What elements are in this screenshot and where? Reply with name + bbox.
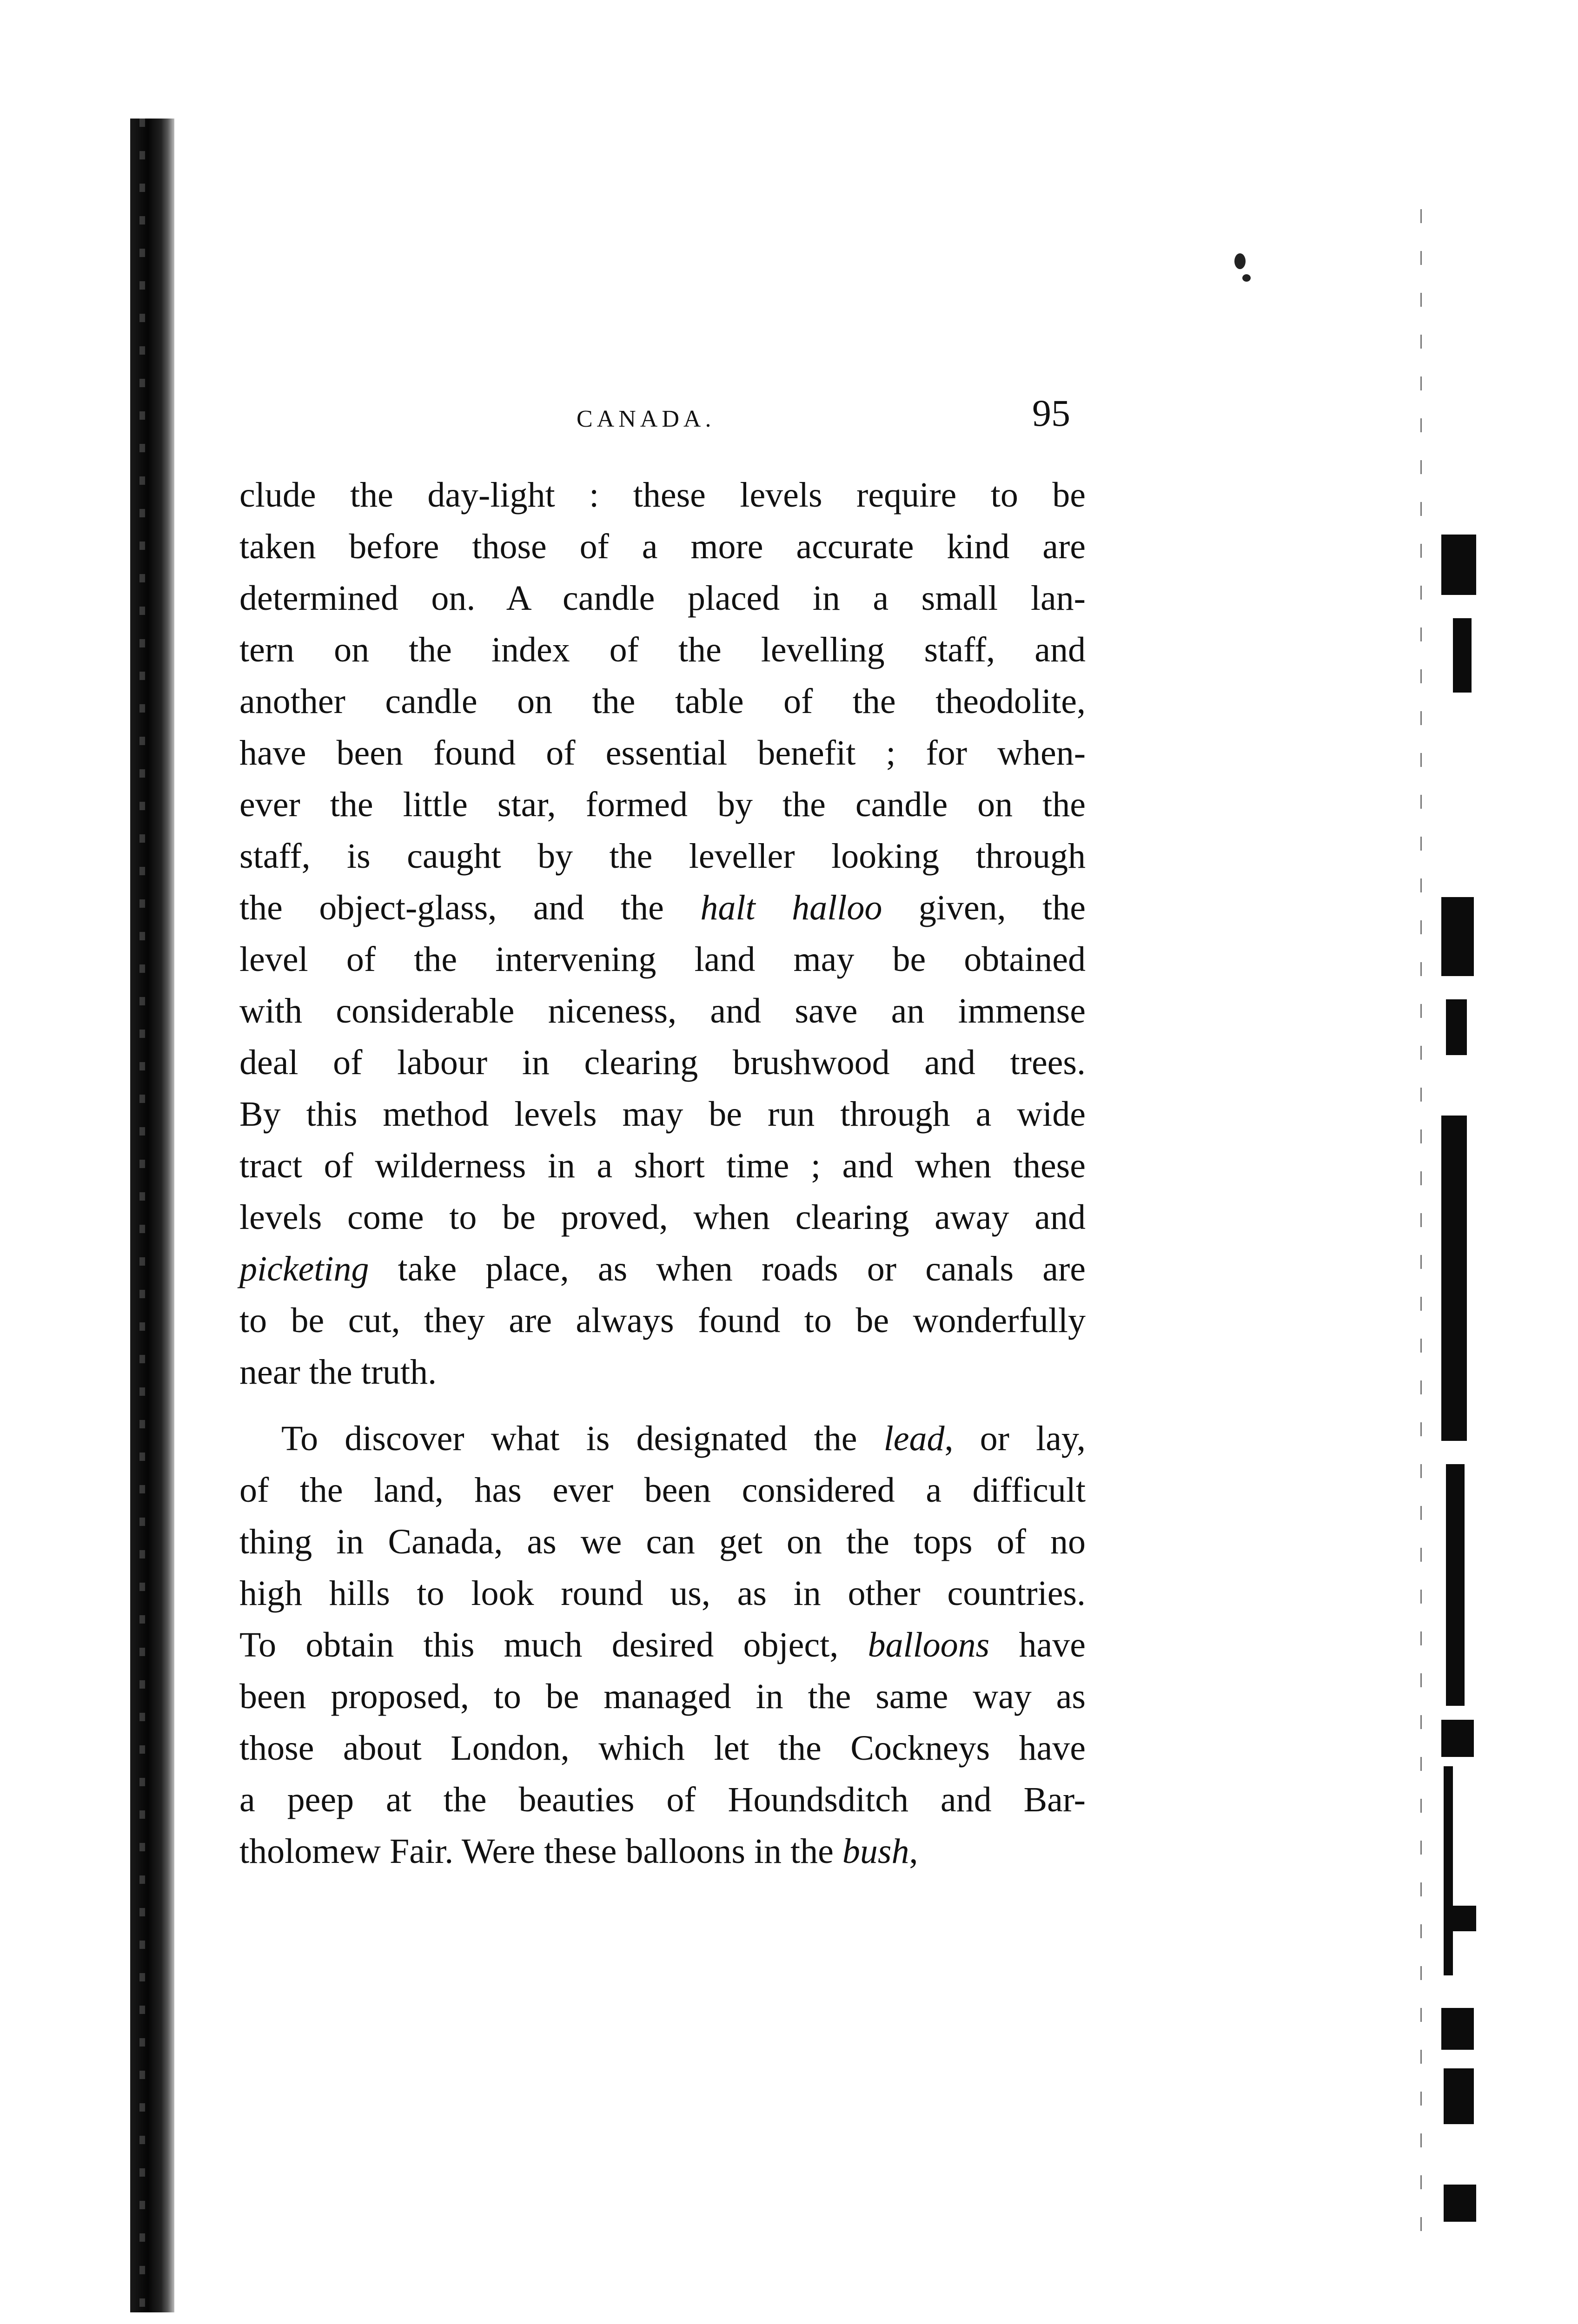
text-run: ,	[909, 1832, 918, 1871]
paragraph	[239, 1413, 1086, 1877]
text-run: To discover what is designated the	[281, 1419, 884, 1458]
italic-phrase: halt halloo	[700, 888, 882, 927]
text-run: To obtain this much desired object,	[239, 1625, 868, 1664]
paragraph-gap	[239, 1398, 1086, 1413]
text-run: clude the day-light : these levels require to be	[239, 475, 1086, 515]
text-line	[239, 1192, 1086, 1243]
ink-speck	[1242, 274, 1251, 282]
italic-phrase: balloons	[868, 1625, 990, 1664]
text-line	[239, 882, 1086, 934]
text-line	[239, 469, 1086, 521]
text-run: levels come to be proved, when clearing away and	[239, 1198, 1086, 1237]
text-line	[239, 1140, 1086, 1192]
text-run: determined on. A candle placed in a small lan-	[239, 579, 1086, 618]
text-run: deal of labour in clearing brushwood and trees.	[239, 1043, 1086, 1082]
text-run: By this method levels may be run through a wide	[239, 1095, 1086, 1134]
text-line	[239, 934, 1086, 985]
text-run: with considerable niceness, and save an immense	[239, 991, 1086, 1030]
text-line	[239, 521, 1086, 573]
text-run: have been found of essential benefit ; for when-	[239, 733, 1086, 772]
text-line	[239, 1295, 1086, 1347]
text-line	[239, 1516, 1086, 1568]
page-fold-line	[1420, 209, 1422, 2254]
text-line	[239, 985, 1086, 1037]
text-run: near the truth.	[239, 1353, 437, 1392]
text-line	[239, 1037, 1086, 1089]
text-line	[239, 1774, 1086, 1826]
text-run: taken before those of a more accurate kind are	[239, 527, 1086, 566]
text-run: thing in Canada, as we can get on the tops of no	[239, 1522, 1086, 1561]
bleed-through-marks	[1432, 535, 1553, 2301]
text-line	[239, 1568, 1086, 1619]
page-number: 95	[1032, 392, 1070, 434]
text-run: to be cut, they are always found to be wonderfully	[239, 1301, 1086, 1340]
text-run: another candle on the table of the theodolite,	[239, 682, 1086, 721]
text-run: given, the	[882, 888, 1086, 927]
text-line	[239, 1347, 1086, 1398]
text-run: high hills to look round us, as in other countries.	[239, 1574, 1086, 1613]
text-line	[239, 779, 1086, 831]
italic-phrase: lead	[883, 1419, 945, 1458]
text-run: level of the intervening land may be obtained	[239, 940, 1086, 979]
text-run: those about London, which let the Cockneys have	[239, 1729, 1086, 1768]
text-run: been proposed, to be managed in the same way as	[239, 1677, 1086, 1716]
running-head	[239, 386, 1076, 442]
text-line	[239, 1089, 1086, 1140]
italic-phrase: picketing	[239, 1249, 369, 1288]
text-line	[239, 727, 1086, 779]
text-run: of the land, has ever been considered a difficult	[239, 1471, 1086, 1510]
ink-speck	[1234, 253, 1246, 269]
paragraph	[239, 469, 1086, 1398]
text-run: the object-glass, and the	[239, 888, 701, 927]
text-run: have	[989, 1625, 1086, 1664]
text-line	[239, 676, 1086, 727]
text-run: a peep at the beauties of Houndsditch and Bar-	[239, 1780, 1086, 1819]
text-line	[239, 831, 1086, 882]
binding-edge-shadow	[130, 119, 174, 2312]
text-run: take place, as when roads or canals are	[369, 1249, 1086, 1288]
text-line	[239, 1826, 1086, 1877]
text-run: tern on the index of the levelling staff, and	[239, 630, 1086, 669]
text-line	[239, 624, 1086, 676]
text-run: , or lay,	[944, 1419, 1086, 1458]
running-head-title: CANADA.	[577, 406, 716, 432]
body-text	[239, 469, 1086, 1877]
text-line	[239, 1243, 1086, 1295]
text-run: tholomew Fair. Were these balloons in the	[239, 1832, 842, 1871]
text-line	[239, 1465, 1086, 1516]
text-line	[239, 1413, 1086, 1465]
text-run: staff, is caught by the leveller looking through	[239, 837, 1086, 876]
italic-phrase: bush	[842, 1832, 909, 1871]
text-line	[239, 1723, 1086, 1774]
text-line	[239, 1619, 1086, 1671]
text-run: tract of wilderness in a short time ; and when these	[239, 1146, 1086, 1185]
text-line	[239, 573, 1086, 624]
text-line	[239, 1671, 1086, 1723]
text-run: ever the little star, formed by the candle on the	[239, 785, 1086, 824]
